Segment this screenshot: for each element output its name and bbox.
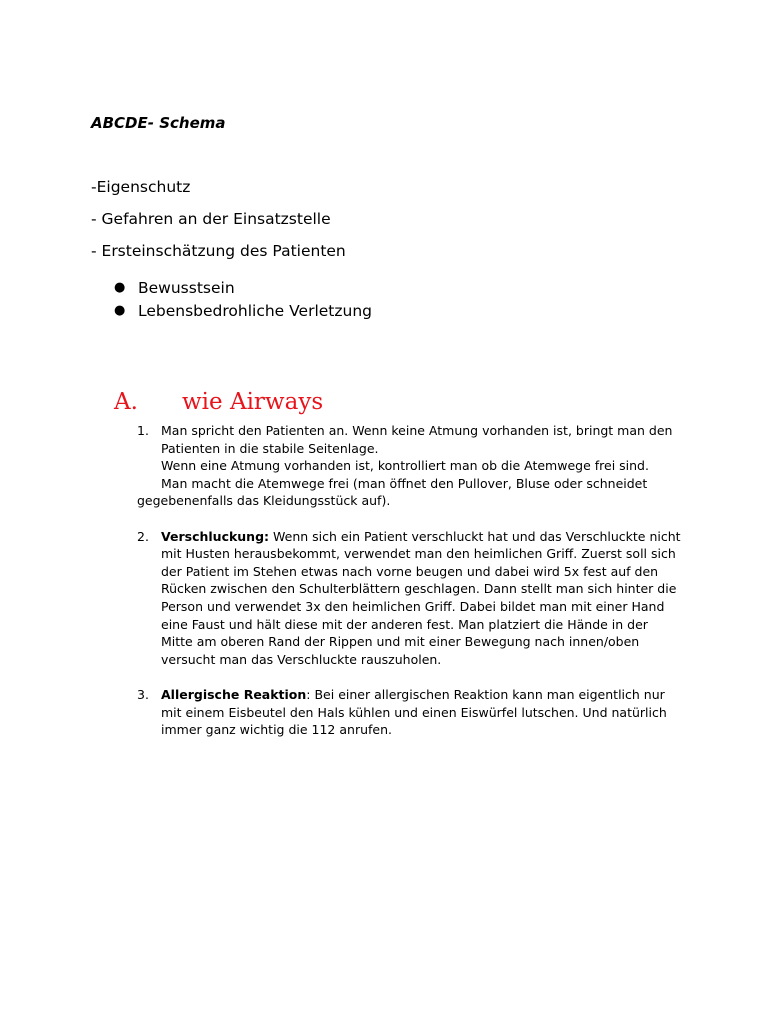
item-text-line: Man macht die Atemwege frei (man öffnet den Pullover, Bluse oder schneidet [161, 475, 648, 491]
bullet-icon: ● [114, 280, 126, 295]
section-heading-airways [114, 389, 323, 415]
airways-numbered-list [137, 422, 682, 756]
list-item [114, 299, 372, 322]
list-item [137, 528, 682, 669]
item-text-line: Man spricht den Patienten an. Wenn keine Atmung vorhanden ist, bringt man den Patienten in die stabile Seitenlage. [161, 423, 673, 456]
item-text: : Bei einer allergischen Reaktion kann man eigentlich nur mit einem Eisbeutel den Hals kühlen und einen Eiswürfel lutschen. Und natürlich immer ganz wichtig die 112 anrufen. [161, 686, 667, 738]
item-number: 2. [137, 528, 149, 544]
item-number: 1. [137, 423, 149, 438]
list-item [137, 686, 682, 739]
list-item [114, 276, 372, 299]
intro-line-eigenschutz: -Eigenschutz [91, 178, 191, 196]
item-text-line: Wenn eine Atmung vorhanden ist, kontrolliert man ob die Atemwege frei sind. [161, 458, 649, 474]
section-title: wie Airways [182, 389, 324, 415]
intro-line-gefahren: - Gefahren an der Einsatzstelle [91, 210, 331, 228]
item-bold-label: Allergische Reaktion [161, 686, 307, 702]
bullet-icon: ● [114, 303, 126, 318]
item-number: 3. [137, 686, 149, 702]
bullet-text: Bewusstsein [138, 278, 235, 297]
item-text-line: gegebenenfalls das Kleidungsstück auf). [137, 493, 391, 509]
intro-line-ersteinschaetzung: - Ersteinschätzung des Patienten [91, 242, 346, 260]
list-item [137, 422, 682, 510]
item-text: Wenn sich ein Patient verschluckt hat und das Verschluckte nicht mit Husten herausbekommt, verwendet man den heimlichen Griff. Zuerst soll sich der Patient im Stehen etwas nach vorne beugen und dabei wird 5x fest auf den Rücken zwischen den Schulterblättern geschlagen. Dann stellt man sich hinter die Person und verwendet 3x den heimlichen Griff. Dabei bildet man mit einer Hand eine Faust und hält diese mit der anderen fest. Man platziert die Hände in der Mitte am oberen Rand der Rippen und mit einer Bewegung nach innen/oben versucht man das Verschluckte rauszuholen. [161, 528, 681, 667]
bullet-text: Lebensbedrohliche Verletzung [138, 301, 372, 320]
document-title: ABCDE- Schema [91, 114, 226, 132]
assessment-bullet-list [114, 276, 372, 322]
section-letter: A. [114, 389, 138, 415]
item-bold-label: Verschluckung: [161, 528, 270, 544]
